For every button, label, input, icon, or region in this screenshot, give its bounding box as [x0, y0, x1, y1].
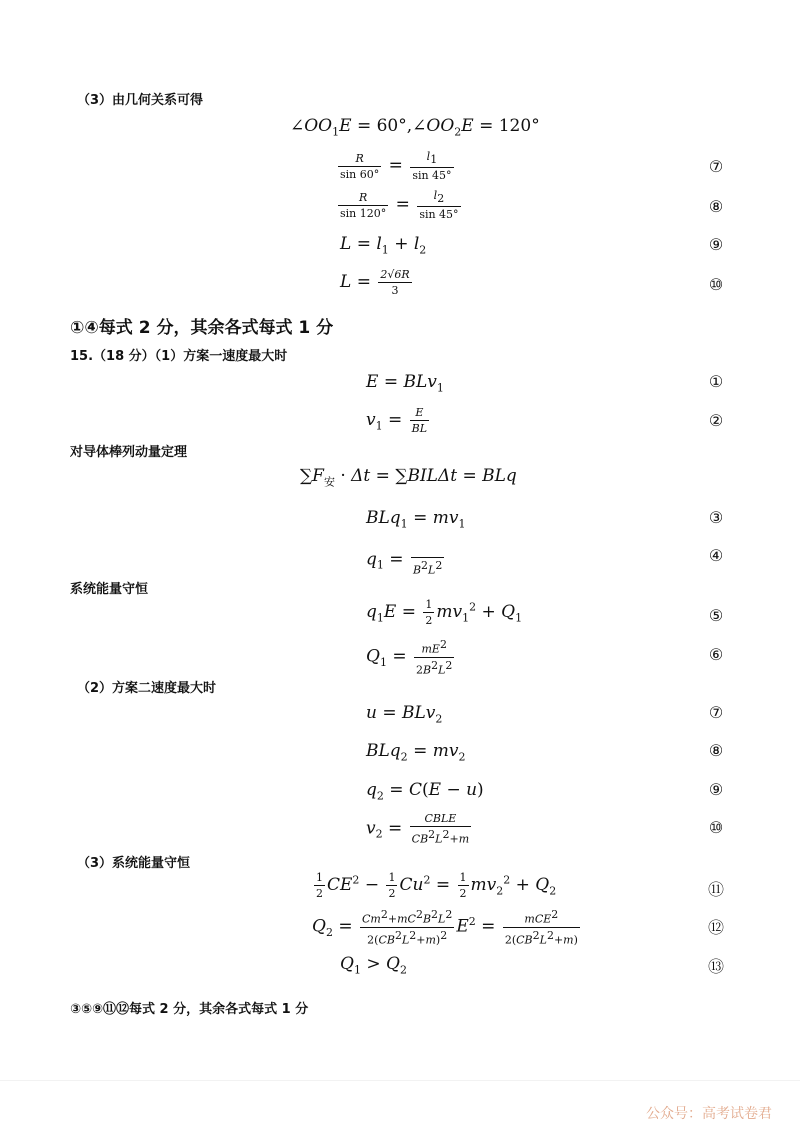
equation-12: $Q_2$ = $\frac{Cm^2+mC^2B^2L^2}{2(CB^2L^2+m)^2}$ $E^2$ = $\frac{mCE^2}{2(CB^2L^2+m)}$	[312, 908, 578, 947]
heading-momentum: 对导体棒列动量定理	[70, 445, 188, 460]
equation-11: $\frac{1}{2}$ $CE^2$ − $\frac{1}{2}$ Cu$^2$ = $\frac{1}{2}$ $mv_2^2 + Q_2$	[316, 871, 557, 900]
heading-part3: （3）系统能量守恒	[77, 856, 191, 871]
heading-geometry: （3）由几何关系可得	[77, 93, 204, 108]
equation-3: $BLq_1 = mv_1$	[366, 508, 466, 531]
equation-1: E = BLv$_1$	[366, 372, 444, 395]
eq-number-1: ①	[708, 372, 724, 391]
equation-8a: $\frac{R}{\sin 120^\circ}$ = $\frac{l_2}{\sin 45^\circ}$	[340, 189, 459, 222]
equation-angles: $\angle OO_1E$ = $60^\circ,\angle OO_2E = 120^\circ$	[290, 116, 540, 139]
eq-number-11: ⑪	[707, 880, 724, 899]
q15-title: 15.（18 分）（1）方案一速度最大时	[70, 349, 288, 364]
equation-7: u = BLv$_2$	[366, 703, 443, 726]
equation-10a: L = $\frac{2√6R}{3}$	[340, 268, 410, 297]
eq-number-8a: ⑧	[708, 197, 724, 216]
equation-9: $q_2 = C(E - u)$	[366, 780, 484, 803]
eq-number-4: ④	[708, 546, 724, 565]
equation-5: $q_1E$ = $\frac{1}{2}$ $mv_1^2 + Q_1$	[366, 598, 523, 627]
eq-number-6: ⑥	[708, 645, 724, 664]
score-note-1: ①④每式 2 分，其余各式每式 1 分	[70, 318, 334, 338]
equation-2: $v_1$ = $\frac{E}{BL}$	[366, 406, 428, 435]
equation-momentum: $\sum F_安 \cdot \Delta t = \sum BIL\Delta t$ = BLq	[300, 466, 517, 489]
watermark: 公众号：高考试卷君	[646, 1106, 772, 1122]
eq-number-9: ⑨	[708, 780, 724, 799]
heading-part2: （2）方案二速度最大时	[77, 681, 217, 696]
equation-4: $q_1$ = $B^2L^2$	[366, 543, 446, 577]
eq-number-10: ⑩	[708, 818, 724, 837]
equation-7a: $\frac{R}{\sin 60^\circ}$ = $\frac{l_1}{\sin 45^\circ}$	[340, 150, 452, 183]
equation-10: $v_2$ = $\frac{\text{CBLE}}{CB^2L^2+m}$	[366, 812, 470, 846]
equation-6: $Q_1$ = $\frac{mE^2}{2B^2L^2}$	[366, 638, 453, 677]
eq-number-7a: ⑦	[708, 157, 724, 176]
eq-number-3: ③	[708, 508, 724, 527]
heading-energy-1: 系统能量守恒	[70, 582, 149, 597]
eq-number-8: ⑧	[708, 741, 724, 760]
eq-number-13: ⑬	[707, 957, 724, 976]
score-note-2: ③⑤⑨⑪⑫每式 2 分，其余各式每式 1 分	[70, 1002, 309, 1017]
eq-number-10a: ⑩	[708, 275, 724, 294]
eq-number-12: ⑫	[707, 918, 724, 937]
page-divider	[0, 1080, 800, 1081]
equation-9a: $L = l_1 + l_2$	[340, 234, 427, 257]
equation-13: $Q_1 > Q_2$	[340, 954, 407, 977]
eq-number-9a: ⑨	[708, 235, 724, 254]
equation-8: $BLq_2 = mv_2$	[366, 741, 466, 764]
eq-number-5: ⑤	[708, 606, 724, 625]
eq-number-7: ⑦	[708, 703, 724, 722]
eq-number-2: ②	[708, 411, 724, 430]
